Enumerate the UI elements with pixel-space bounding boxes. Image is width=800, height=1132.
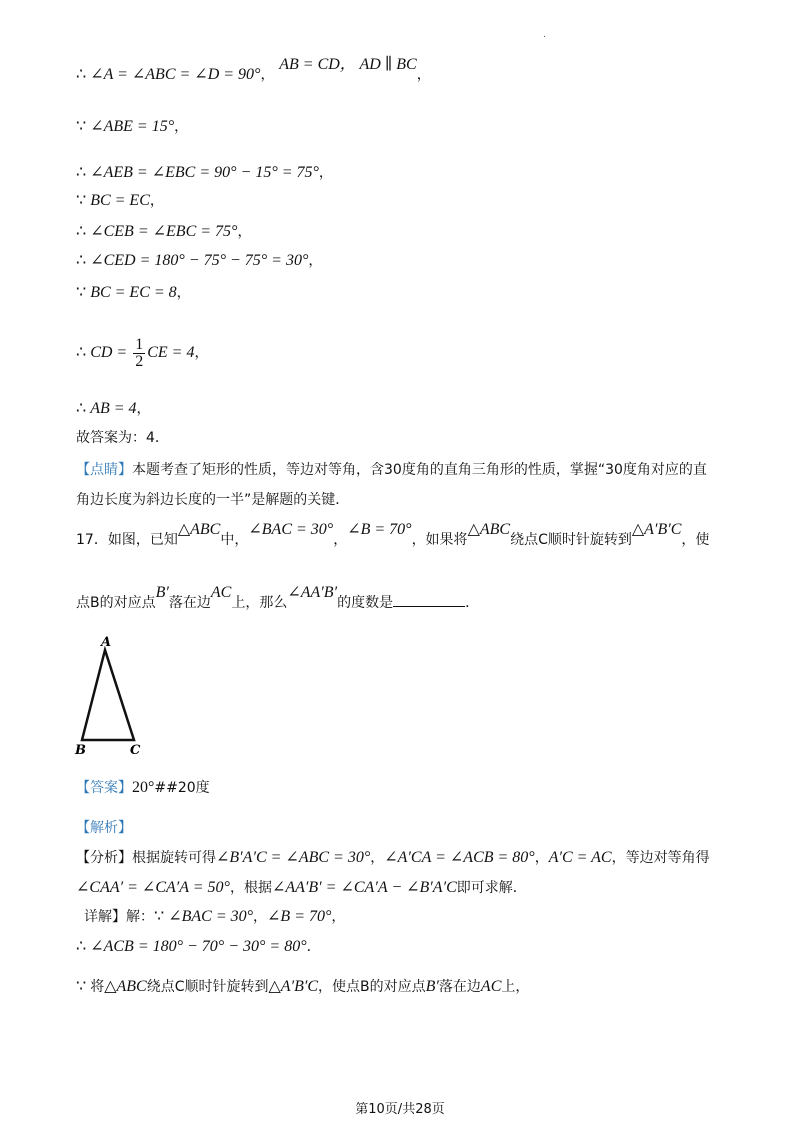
math-expression: AB = 4 — [90, 400, 137, 417]
therefore-symbol: ∴ — [76, 162, 87, 181]
math-expression: ∠BAC = 30° — [168, 908, 254, 925]
question-number-text: 17．如图，已知 — [76, 532, 178, 548]
triangle-figure — [70, 630, 160, 760]
analysis-text: ， — [534, 850, 549, 866]
detail-text: 落在边 — [438, 979, 481, 995]
because-symbol: ∵ — [154, 906, 165, 925]
math-expression: A′C = AC — [548, 849, 612, 866]
detail-text: 上， — [501, 979, 530, 995]
analysis-text: 即可求解． — [456, 880, 527, 896]
corner-mark: . — [543, 30, 546, 40]
math-angle: ∠AA′B′ — [287, 584, 338, 601]
comment-line-2: 角边长度为斜边长度的一半”是解题的关键． — [76, 492, 350, 508]
fraction-numerator: 1 — [135, 335, 144, 353]
math-expression: ∠CEB = ∠EBC = 75° — [90, 223, 238, 240]
math-expression: ∠B′A′C = ∠ABC = 30° — [216, 849, 371, 866]
therefore-symbol: ∴ — [76, 221, 87, 240]
question-text: 中， — [220, 532, 249, 548]
question-17-line-1 — [76, 521, 710, 550]
math-point: B′ — [155, 584, 169, 601]
question-text: 绕点C顺时针旋转到 — [510, 532, 632, 548]
analysis-text: 根据旋转可得 — [132, 850, 216, 866]
proof-line-4 — [76, 190, 164, 211]
analysis-text: ， — [370, 850, 385, 866]
detail-text: ． — [306, 939, 321, 955]
math-angle: ∠B = 70° — [347, 521, 412, 538]
question-text: 的度数是 — [337, 595, 394, 611]
comment-line-1 — [76, 460, 707, 480]
therefore-symbol: ∴ — [76, 398, 87, 417]
math-triangle: △ABC — [467, 521, 511, 538]
vertex-label-b: B — [75, 743, 86, 758]
answer-blank — [393, 592, 465, 607]
math-triangle: △A′B′C — [268, 978, 319, 995]
math-expression: ∠ACB = 180° − 70° − 30° = 80° — [90, 938, 307, 955]
punctuation: ， — [260, 67, 275, 83]
detail-text: 绕点C顺时针旋转到 — [146, 979, 269, 995]
punctuation: ， — [318, 165, 333, 181]
math-expression: ∠A′CA = ∠ACB = 80° — [384, 849, 535, 866]
question-text: ， — [333, 532, 348, 548]
math-expression: BC = EC = 8 — [90, 284, 177, 301]
answer-extra: ##20度 — [154, 780, 210, 796]
proof-line-7 — [76, 282, 191, 303]
triangle-abc — [82, 650, 134, 740]
detail-text: ， — [331, 909, 346, 925]
math-triangle: △ABC — [177, 521, 221, 538]
math-expression: CD = — [90, 344, 132, 361]
answer-value: 20° — [132, 779, 155, 796]
punctuation: ， — [176, 285, 191, 301]
question-text: ． — [465, 595, 480, 611]
punctuation: ， — [237, 224, 252, 240]
analysis-line-1 — [76, 848, 710, 868]
math-segment: AC — [480, 978, 502, 995]
vertex-label-c: C — [130, 743, 141, 758]
proof-line-6 — [76, 250, 322, 271]
math-expression: ∠A = ∠ABC = ∠D = 90° — [90, 66, 261, 83]
vertex-label-a: A — [101, 635, 112, 650]
detail-text: ，使点B的对应点 — [318, 979, 426, 995]
math-expression: AB = CD， AD ∥ BC — [279, 56, 417, 73]
analysis-tag: 【解析】 — [76, 820, 132, 836]
math-expression: ∠CAA′ = ∠CA′A = 50° — [76, 879, 230, 896]
math-expression: CE = 4 — [147, 344, 195, 361]
detail-line-3 — [76, 976, 529, 997]
punctuation: ， — [149, 193, 164, 209]
answer-tag: 【答案】 — [76, 780, 132, 796]
punctuation: ， — [136, 401, 151, 417]
math-triangle: △ABC — [104, 978, 147, 995]
answer-line — [76, 778, 210, 798]
proof-line-3 — [76, 162, 333, 183]
punctuation: ， — [308, 253, 323, 269]
math-segment: AC — [210, 584, 232, 601]
detail-line-2 — [76, 936, 321, 957]
therefore-symbol: ∴ — [76, 342, 87, 361]
because-symbol: ∵ — [76, 976, 87, 995]
because-symbol: ∵ — [76, 282, 87, 301]
proof-line-2 — [76, 116, 188, 137]
math-point: B′ — [425, 978, 439, 995]
question-text: 点B的对应点 — [76, 595, 156, 611]
detail-text: ， — [253, 909, 268, 925]
proof-line-5 — [76, 221, 251, 242]
punctuation: ， — [194, 345, 209, 361]
math-expression: ∠ABE = 15° — [90, 118, 175, 135]
therefore-symbol: ∴ — [76, 250, 87, 269]
punctuation: ， — [416, 67, 431, 83]
fraction-one-half — [133, 337, 145, 370]
because-symbol: ∵ — [76, 116, 87, 135]
analysis-tag-inline: 【分析】 — [76, 850, 132, 866]
analysis-line-2 — [76, 878, 527, 898]
detail-text: 详解】解： — [84, 909, 154, 925]
proof-line-8 — [76, 332, 208, 373]
question-text: 上，那么 — [231, 595, 288, 611]
math-triangle: △A′B′C — [631, 521, 682, 538]
math-expression: ∠AEB = ∠EBC = 90° − 15° = 75° — [90, 164, 319, 181]
fraction-denominator: 2 — [135, 352, 144, 370]
question-text: 落在边 — [168, 595, 211, 611]
because-symbol: ∵ — [76, 190, 87, 209]
math-expression: ∠AA′B′ = ∠CA′A − ∠B′A′C — [271, 879, 457, 896]
math-angle: ∠BAC = 30° — [248, 521, 334, 538]
math-expression: ∠CED = 180° − 75° − 75° = 30° — [90, 252, 309, 269]
question-text: ，使 — [681, 532, 710, 548]
punctuation: ， — [174, 119, 189, 135]
comment-text: 本题考查了矩形的性质，等边对等角，含30度角的直角三角形的性质，掌握“30度角对应的直 — [132, 462, 707, 478]
math-expression: ∠B = 70° — [267, 908, 332, 925]
proof-line-9 — [76, 398, 151, 419]
math-expression: BC = EC — [90, 192, 150, 209]
analysis-text: ，根据 — [229, 880, 272, 896]
analysis-text: ，等边对等角得 — [611, 850, 710, 866]
question-17-line-2 — [76, 584, 480, 613]
detail-text: 将 — [90, 979, 105, 995]
comment-tag: 【点睛】 — [76, 462, 132, 478]
therefore-symbol: ∴ — [76, 936, 87, 955]
therefore-symbol: ∴ — [76, 64, 87, 83]
page-footer: 第10页/共28页 — [355, 1102, 445, 1117]
proof-line-1 — [76, 56, 431, 85]
detail-line-1 — [84, 906, 345, 927]
answer-statement: 故答案为：4． — [76, 430, 169, 446]
question-text: ，如果将 — [411, 532, 468, 548]
